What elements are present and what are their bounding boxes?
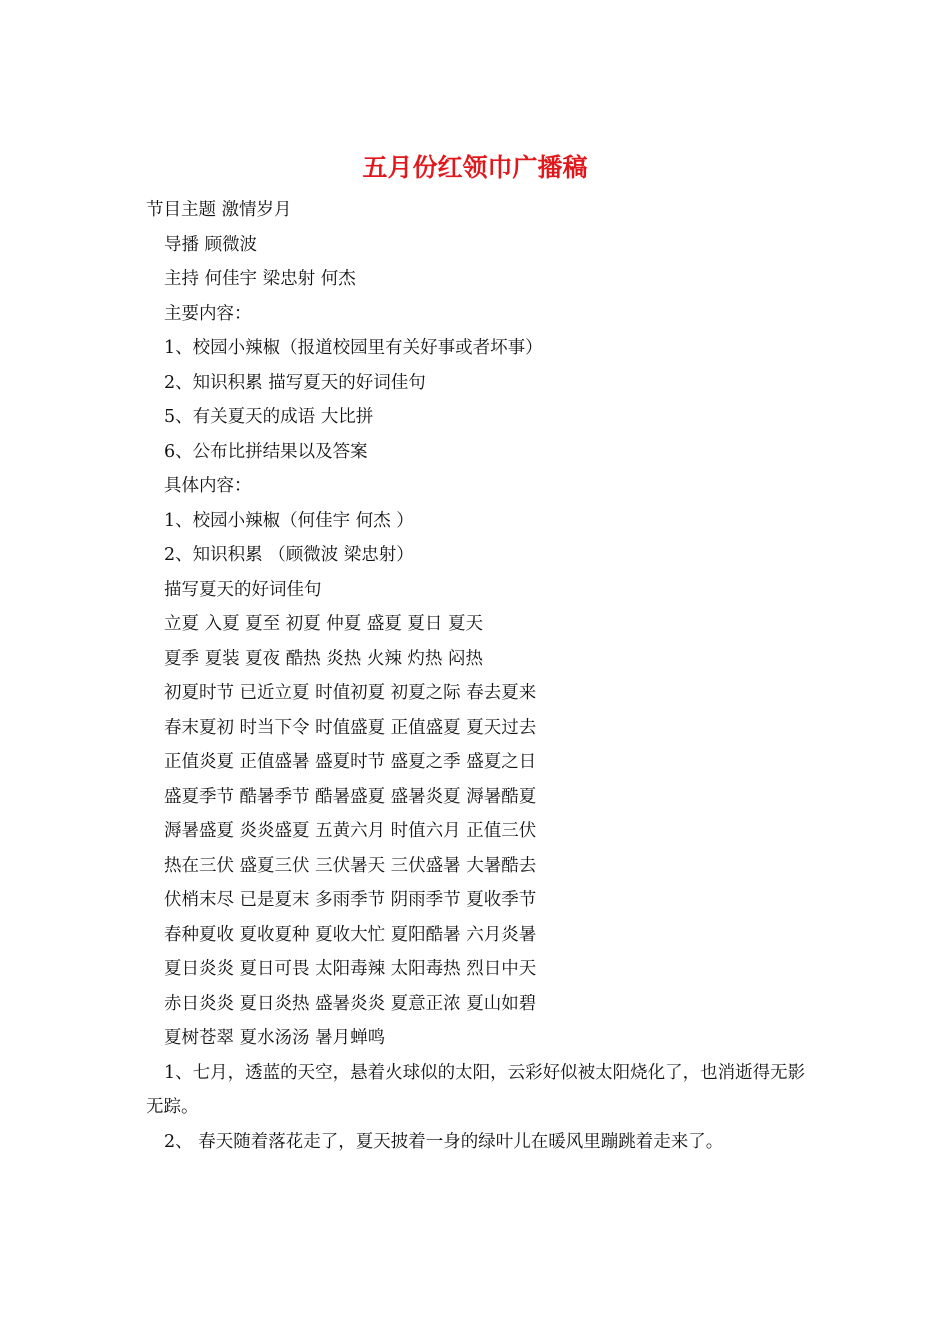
text-line: 5、有关夏天的成语 大比拼 bbox=[164, 407, 374, 427]
text-line-main-content-heading: 主要内容： bbox=[164, 303, 252, 324]
text-line: 1、校园小辣椒（报道校园里有关好事或者坏事） bbox=[164, 338, 543, 358]
document-body bbox=[146, 193, 816, 1159]
word-list-line: 夏树苍翠 夏水汤汤 暑月蝉鸣 bbox=[164, 1028, 386, 1048]
example-paragraph: 2、 春天随着落花走了，夏天披着一身的绿叶儿在暖风里蹦跳着走来了。 bbox=[164, 1131, 724, 1152]
text-line: 2、知识积累 描写夏天的好词佳句 bbox=[164, 372, 426, 393]
text-line: 2、知识积累 （顾微波 梁忠射） bbox=[164, 545, 414, 565]
text-line-detail-heading: 具体内容： bbox=[164, 476, 252, 496]
word-list-line: 立夏 入夏 夏至 初夏 仲夏 盛夏 夏日 夏天 bbox=[164, 614, 483, 634]
text-line-director: 导播 顾微波 bbox=[164, 234, 258, 255]
word-list-line: 溽暑盛夏 炎炎盛夏 五黄六月 时值六月 正值三伏 bbox=[164, 821, 537, 841]
word-list-line: 热在三伏 盛夏三伏 三伏暑天 三伏盛暑 大暑酷去 bbox=[164, 855, 537, 876]
example-paragraph: 1、七月，透蓝的天空，悬着火球似的太阳，云彩好似被太阳烧化了，也消逝得无影无踪。 bbox=[146, 1062, 806, 1117]
word-list-line: 春末夏初 时当下令 时值盛夏 正值盛夏 夏天过去 bbox=[164, 717, 537, 738]
word-list-line: 正值炎夏 正值盛暑 盛夏时节 盛夏之季 盛夏之日 bbox=[164, 752, 537, 772]
word-list-line: 夏季 夏装 夏夜 酷热 炎热 火辣 灼热 闷热 bbox=[164, 648, 483, 669]
word-list-line: 赤日炎炎 夏日炎热 盛暑炎炎 夏意正浓 夏山如碧 bbox=[164, 993, 537, 1014]
word-list-line: 春种夏收 夏收夏种 夏收大忙 夏阳酷暑 六月炎暑 bbox=[164, 924, 537, 945]
word-list-line: 盛夏季节 酷暑季节 酷暑盛夏 盛暑炎夏 溽暑酷夏 bbox=[164, 786, 537, 807]
word-list-line: 初夏时节 已近立夏 时值初夏 初夏之际 春去夏来 bbox=[164, 683, 537, 703]
text-line: 6、公布比拼结果以及答案 bbox=[164, 441, 368, 462]
text-line-words-heading: 描写夏天的好词佳句 bbox=[164, 579, 322, 600]
text-line: 1、校园小辣椒（何佳宇 何杰 ） bbox=[164, 510, 414, 531]
word-list-line: 伏梢末尽 已是夏末 多雨季节 阴雨季节 夏收季节 bbox=[164, 890, 537, 910]
word-list-line: 夏日炎炎 夏日可畏 太阳毒辣 太阳毒热 烈日中天 bbox=[164, 959, 537, 979]
document-title: 五月份红领巾广播稿 bbox=[362, 153, 588, 182]
text-line-theme: 节目主题 激情岁月 bbox=[146, 200, 292, 220]
text-line-hosts: 主持 何佳宇 梁忠射 何杰 bbox=[164, 269, 356, 289]
